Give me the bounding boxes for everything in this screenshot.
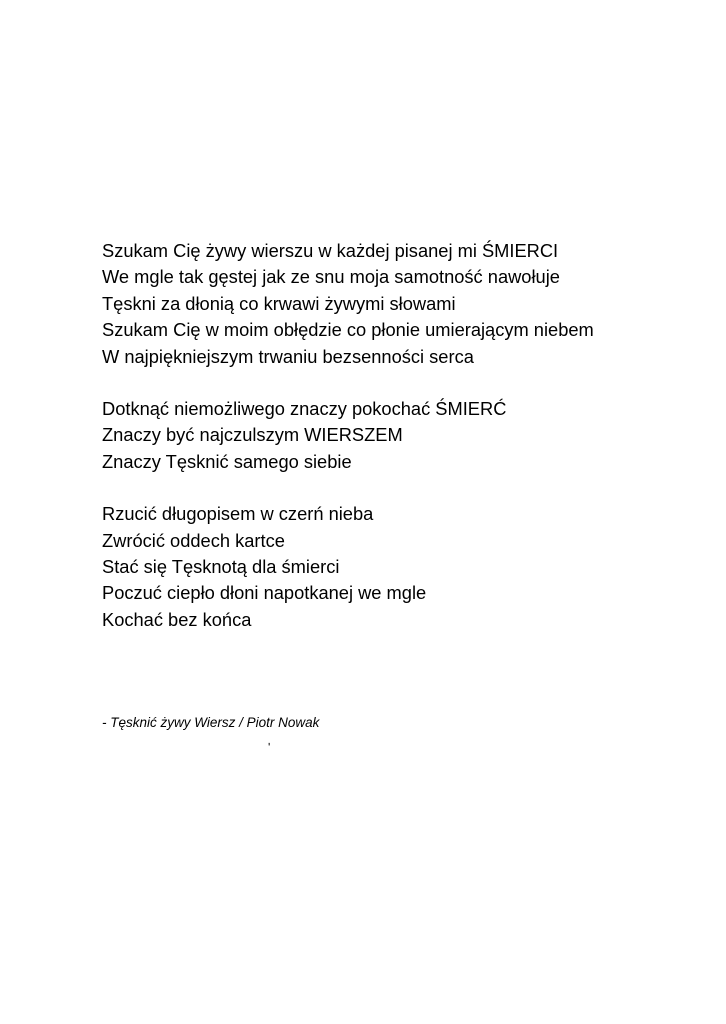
poem-line: W najpiękniejszym trwaniu bezsenności serca — [102, 345, 474, 367]
poem-line: Znaczy Tęsknić samego siebie — [102, 450, 352, 472]
poem-line: Poczuć ciepło dłoni napotkanej we mgle — [102, 582, 427, 604]
stray-mark: ʹ — [268, 740, 271, 754]
poem-line: Szukam Cię żywy wierszu w każdej pisanej mi ŚMIERCI — [102, 240, 559, 261]
poem-line: Szukam Cię w moim obłędzie co płonie umierającym niebem — [102, 319, 594, 341]
poem-line: Stać się Tęsknotą dla śmierci — [102, 556, 340, 578]
poem-line: Dotknąć niemożliwego znaczy pokochać ŚMIERĆ — [102, 398, 507, 420]
poem-line: Tęskni za dłonią co krwawi żywymi słowami — [102, 292, 456, 314]
stanza-2 — [102, 396, 702, 475]
poem-body — [102, 238, 702, 659]
poem-line: Zwrócić oddech kartce — [102, 529, 285, 551]
poem-line: We mgle tak gęstej jak ze snu moja samotność nawołuje — [102, 266, 560, 288]
poem-attribution: - Tęsknić żywy Wiersz / Piotr Nowak — [102, 715, 320, 730]
stanza-3 — [102, 501, 702, 633]
stanza-1 — [102, 238, 702, 370]
poem-line: Rzucić długopisem w czerń nieba — [102, 503, 374, 525]
poem-line: Kochać bez końca — [102, 608, 252, 630]
poem-line: Znaczy być najczulszym WIERSZEM — [102, 424, 403, 446]
